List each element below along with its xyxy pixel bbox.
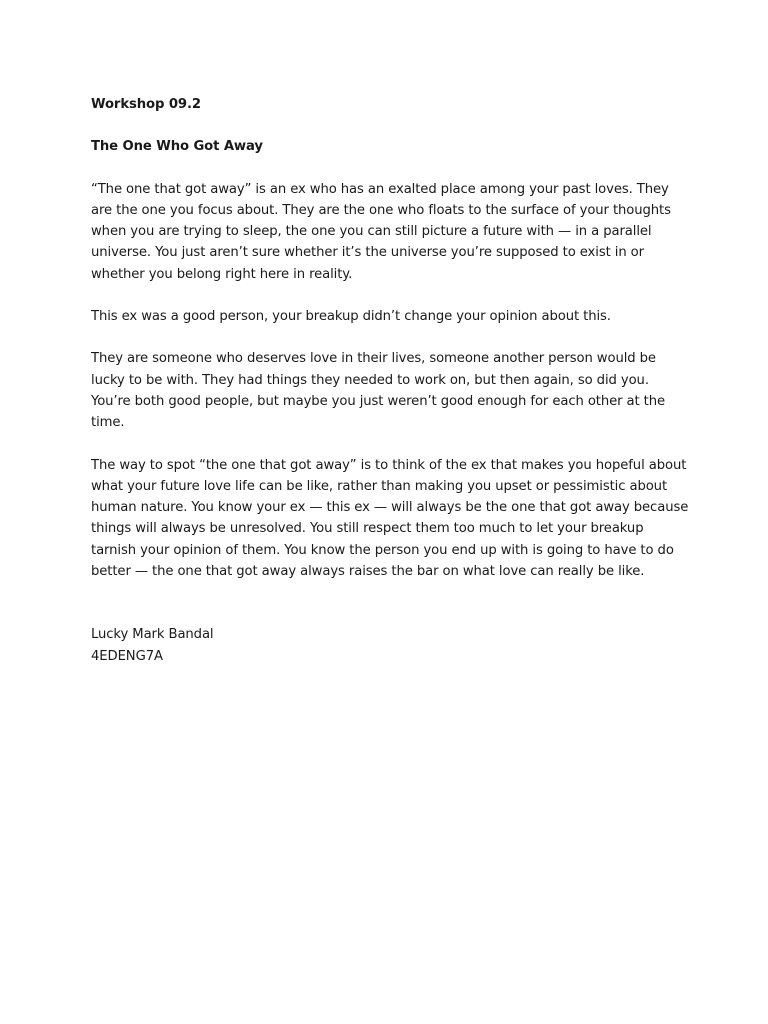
document-title: The One Who Got Away — [91, 139, 263, 155]
workshop-label: Workshop 09.2 — [91, 97, 201, 112]
document-body — [91, 94, 691, 667]
signature-block — [91, 624, 691, 667]
paragraph-2: This ex was a good person, your breakup didn’t change your opinion about this. — [91, 309, 611, 325]
author-name: Lucky Mark Bandal — [91, 627, 214, 643]
author-section: 4EDENG7A — [91, 648, 163, 664]
paragraph-3: They are someone who deserves love in their lives, someone another person would be lucky to be with. They had things they needed to work on, but then again, so did you. You’re both good people, but maybe you just weren’t good enough for each other at the time. — [91, 351, 666, 431]
paragraph-4: The way to spot “the one that got away” is to think of the ex that makes you hopeful about what your future love life can be like, rather than making you upset or pessimistic about human nature. You know your ex — this ex — will always be the one that got away because things will always be unresolved. You still respect them too much to let your breakup tarnish your opinion of them. You know the person you end up with is going to have to do better — the one that got away always raises the bar on what love can really be like. — [91, 457, 689, 580]
paragraph-1: “The one that got away” is an ex who has an exalted place among your past loves. They are the one you focus about. They are the one who floats to the surface of your thoughts when you are trying to sleep, the one you can still picture a future with — in a parallel universe. You just aren’t sure whether it’s the universe you’re supposed to exist in or whether you belong right here in reality. — [91, 181, 671, 282]
